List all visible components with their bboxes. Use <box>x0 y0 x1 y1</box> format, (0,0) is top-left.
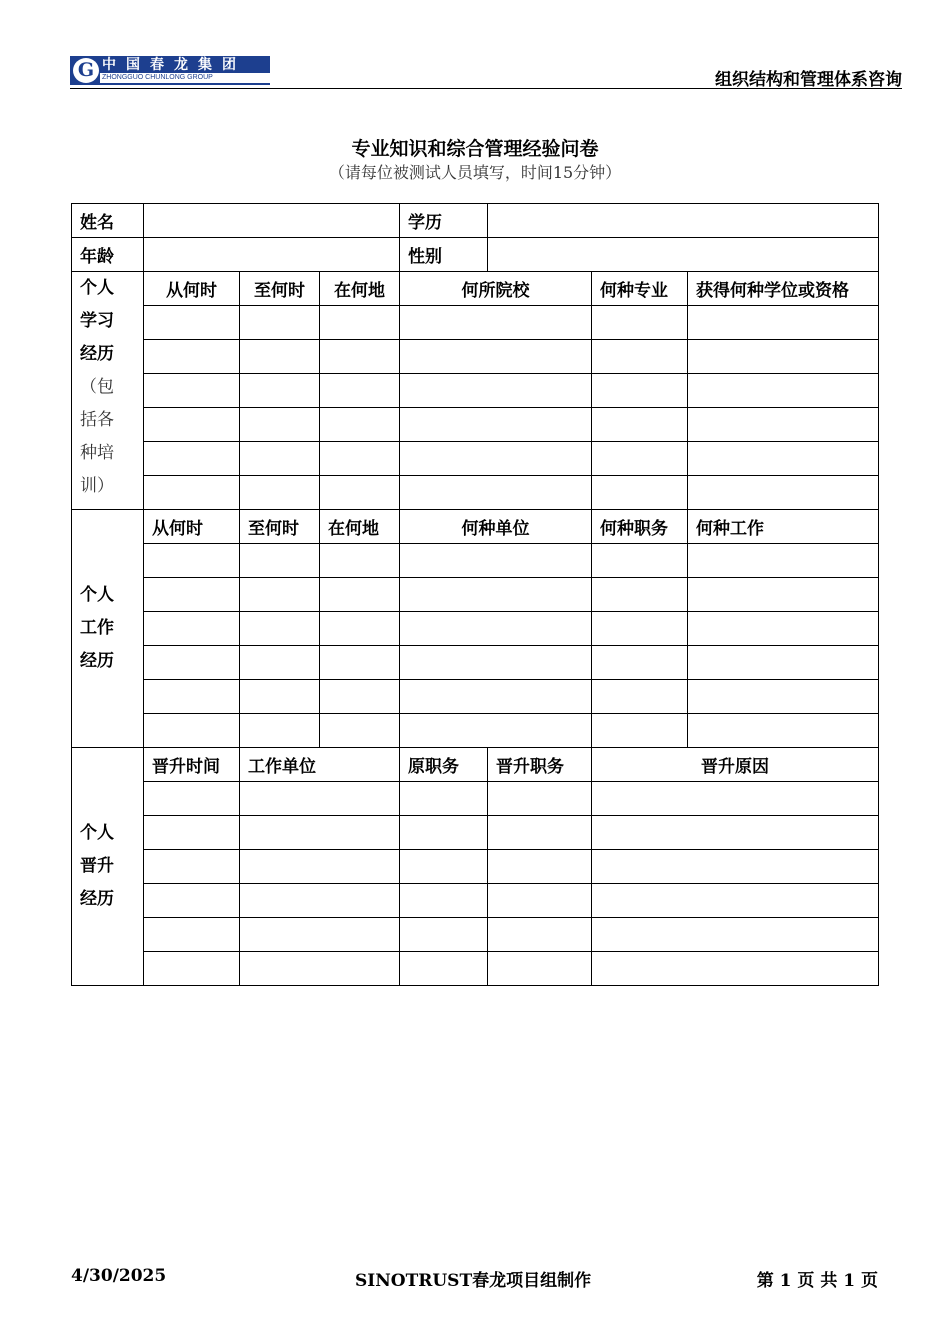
table-cell[interactable] <box>320 612 400 646</box>
table-cell[interactable] <box>400 884 488 918</box>
table-cell[interactable] <box>688 714 879 748</box>
table-cell[interactable] <box>144 714 240 748</box>
study-label-line: 经历 <box>80 344 114 364</box>
age-label: 年龄 <box>72 238 144 272</box>
study-note-line: 括各 <box>80 410 114 430</box>
company-logo <box>70 56 270 85</box>
promotion-section-label <box>72 748 144 986</box>
promotion-row <box>72 952 879 986</box>
table-cell[interactable] <box>592 714 688 748</box>
table-cell[interactable] <box>592 612 688 646</box>
table-cell[interactable] <box>144 476 240 510</box>
table-cell[interactable] <box>240 816 400 850</box>
table-cell[interactable] <box>688 646 879 680</box>
table-cell[interactable] <box>592 408 688 442</box>
table-cell[interactable] <box>240 306 320 340</box>
work-row <box>72 646 879 680</box>
promotion-label-line: 晋升 <box>80 856 114 876</box>
header-title: 组织结构和管理体系咨询 <box>715 70 902 90</box>
table-cell[interactable] <box>320 578 400 612</box>
education-field[interactable] <box>488 204 879 238</box>
table-cell[interactable] <box>240 544 320 578</box>
study-col-school: 何所院校 <box>400 272 592 306</box>
table-cell[interactable] <box>144 782 240 816</box>
logo-chinese-name: 中国春龙集团 <box>102 57 246 73</box>
table-cell[interactable] <box>144 850 240 884</box>
study-col-from: 从何时 <box>144 272 240 306</box>
gender-label: 性别 <box>400 238 488 272</box>
work-col-employer: 何种单位 <box>400 510 592 544</box>
promotion-row <box>72 884 879 918</box>
table-cell[interactable] <box>592 578 688 612</box>
work-col-duties: 何种工作 <box>688 510 879 544</box>
name-field[interactable] <box>144 204 400 238</box>
table-cell[interactable] <box>592 816 879 850</box>
table-cell[interactable] <box>320 646 400 680</box>
study-col-degree: 获得何种学位或资格 <box>688 272 879 306</box>
table-cell[interactable] <box>144 578 240 612</box>
table-cell[interactable] <box>400 646 592 680</box>
table-cell[interactable] <box>240 884 400 918</box>
table-cell[interactable] <box>320 340 400 374</box>
work-label-line: 个人 <box>80 585 114 605</box>
table-cell[interactable] <box>688 442 879 476</box>
promotion-col-reason: 晋升原因 <box>592 748 879 782</box>
basic-info-row <box>72 204 879 238</box>
table-cell[interactable] <box>144 442 240 476</box>
table-cell[interactable] <box>320 476 400 510</box>
table-cell[interactable] <box>240 850 400 884</box>
promotion-col-new-position: 晋升职务 <box>488 748 592 782</box>
table-cell[interactable] <box>592 340 688 374</box>
table-cell[interactable] <box>320 680 400 714</box>
table-cell[interactable] <box>400 306 592 340</box>
table-cell[interactable] <box>592 374 688 408</box>
promotion-col-time: 晋升时间 <box>144 748 240 782</box>
work-row <box>72 612 879 646</box>
table-cell[interactable] <box>400 476 592 510</box>
table-cell[interactable] <box>400 782 488 816</box>
table-cell[interactable] <box>144 816 240 850</box>
table-cell[interactable] <box>688 612 879 646</box>
document-title: 专业知识和综合管理经验问卷 <box>351 138 599 160</box>
table-cell[interactable] <box>488 918 592 952</box>
table-cell[interactable] <box>144 884 240 918</box>
work-row <box>72 680 879 714</box>
table-cell[interactable] <box>400 714 592 748</box>
study-col-place: 在何地 <box>320 272 400 306</box>
table-cell[interactable] <box>592 476 688 510</box>
table-cell[interactable] <box>320 408 400 442</box>
table-cell[interactable] <box>240 578 320 612</box>
table-cell[interactable] <box>144 952 240 986</box>
table-cell[interactable] <box>592 850 879 884</box>
footer-page-number: 第 1 页 共 1 页 <box>756 1271 878 1291</box>
table-cell[interactable] <box>144 918 240 952</box>
page-footer <box>71 1266 878 1291</box>
table-cell[interactable] <box>240 782 400 816</box>
work-row <box>72 544 879 578</box>
footer-credit: SINOTRUST春龙项目组制作 <box>355 1271 592 1291</box>
questionnaire-table <box>71 203 879 986</box>
work-col-place: 在何地 <box>320 510 400 544</box>
table-cell[interactable] <box>144 340 240 374</box>
work-col-from: 从何时 <box>144 510 240 544</box>
table-cell[interactable] <box>240 918 400 952</box>
table-cell[interactable] <box>688 578 879 612</box>
work-label-line: 经历 <box>80 651 114 671</box>
work-col-position: 何种职务 <box>592 510 688 544</box>
study-row <box>72 476 879 510</box>
age-field[interactable] <box>144 238 400 272</box>
name-label: 姓名 <box>72 204 144 238</box>
study-row <box>72 306 879 340</box>
work-col-to: 至何时 <box>240 510 320 544</box>
gender-field[interactable] <box>488 238 879 272</box>
study-row <box>72 374 879 408</box>
work-row <box>72 578 879 612</box>
table-cell[interactable] <box>240 952 400 986</box>
promotion-row <box>72 782 879 816</box>
study-row <box>72 408 879 442</box>
study-section-label <box>72 272 144 510</box>
promotion-col-old-position: 原职务 <box>400 748 488 782</box>
table-cell[interactable] <box>240 680 320 714</box>
study-row <box>72 340 879 374</box>
work-row <box>72 714 879 748</box>
table-cell[interactable] <box>400 816 488 850</box>
table-cell[interactable] <box>240 442 320 476</box>
table-cell[interactable] <box>240 374 320 408</box>
table-cell[interactable] <box>400 612 592 646</box>
table-cell[interactable] <box>592 442 688 476</box>
table-cell[interactable] <box>320 544 400 578</box>
document-subtitle: （请每位被测试人员填写，时间15分钟） <box>328 163 622 182</box>
table-cell[interactable] <box>688 340 879 374</box>
study-row <box>72 442 879 476</box>
table-cell[interactable] <box>488 884 592 918</box>
table-cell[interactable] <box>488 850 592 884</box>
study-col-major: 何种专业 <box>592 272 688 306</box>
table-cell[interactable] <box>144 544 240 578</box>
table-cell[interactable] <box>240 340 320 374</box>
table-cell[interactable] <box>400 340 592 374</box>
table-cell[interactable] <box>320 442 400 476</box>
study-note-line: 种培 <box>80 443 114 463</box>
footer-date: 4/30/2025 <box>71 1266 167 1286</box>
education-label: 学历 <box>400 204 488 238</box>
table-cell[interactable] <box>400 442 592 476</box>
study-note-line: 训） <box>80 476 114 496</box>
table-cell[interactable] <box>592 952 879 986</box>
table-cell[interactable] <box>400 408 592 442</box>
table-cell[interactable] <box>400 850 488 884</box>
table-cell[interactable] <box>592 884 879 918</box>
table-cell[interactable] <box>144 612 240 646</box>
table-cell[interactable] <box>320 306 400 340</box>
table-cell[interactable] <box>240 408 320 442</box>
table-cell[interactable] <box>592 680 688 714</box>
study-header-row <box>72 272 879 306</box>
study-label-line: 学习 <box>80 311 114 331</box>
work-label-line: 工作 <box>80 618 114 638</box>
table-cell[interactable] <box>688 476 879 510</box>
promotion-col-employer: 工作单位 <box>240 748 400 782</box>
table-cell[interactable] <box>400 918 488 952</box>
page-header <box>70 56 902 89</box>
table-cell[interactable] <box>488 952 592 986</box>
table-cell[interactable] <box>400 544 592 578</box>
study-label-line: 个人 <box>80 278 114 298</box>
table-cell[interactable] <box>688 544 879 578</box>
table-cell[interactable] <box>688 408 879 442</box>
table-cell[interactable] <box>240 714 320 748</box>
basic-info-row <box>72 238 879 272</box>
promotion-row <box>72 850 879 884</box>
work-header-row <box>72 510 879 544</box>
logo-mark: G <box>73 58 99 83</box>
table-cell[interactable] <box>592 646 688 680</box>
work-section-label <box>72 510 144 748</box>
logo-english-name: ZHONGGUO CHUNLONG GROUP <box>100 73 270 83</box>
table-cell[interactable] <box>240 646 320 680</box>
promotion-row <box>72 918 879 952</box>
table-cell[interactable] <box>400 952 488 986</box>
table-cell[interactable] <box>400 578 592 612</box>
promotion-row <box>72 816 879 850</box>
table-cell[interactable] <box>400 680 592 714</box>
table-cell[interactable] <box>320 374 400 408</box>
table-cell[interactable] <box>144 680 240 714</box>
table-cell[interactable] <box>592 544 688 578</box>
table-cell[interactable] <box>488 782 592 816</box>
table-cell[interactable] <box>688 306 879 340</box>
table-cell[interactable] <box>488 816 592 850</box>
table-cell[interactable] <box>144 646 240 680</box>
table-cell[interactable] <box>592 782 879 816</box>
study-note-line: （包 <box>80 377 114 397</box>
promotion-label-line: 经历 <box>80 889 114 909</box>
table-cell[interactable] <box>400 374 592 408</box>
promotion-label-line: 个人 <box>80 823 114 843</box>
table-cell[interactable] <box>320 714 400 748</box>
table-cell[interactable] <box>688 374 879 408</box>
table-cell[interactable] <box>592 306 688 340</box>
table-cell[interactable] <box>144 408 240 442</box>
table-cell[interactable] <box>240 612 320 646</box>
table-cell[interactable] <box>144 306 240 340</box>
table-cell[interactable] <box>592 918 879 952</box>
promotion-header-row <box>72 748 879 782</box>
table-cell[interactable] <box>240 476 320 510</box>
table-cell[interactable] <box>144 374 240 408</box>
study-col-to: 至何时 <box>240 272 320 306</box>
table-cell[interactable] <box>688 680 879 714</box>
